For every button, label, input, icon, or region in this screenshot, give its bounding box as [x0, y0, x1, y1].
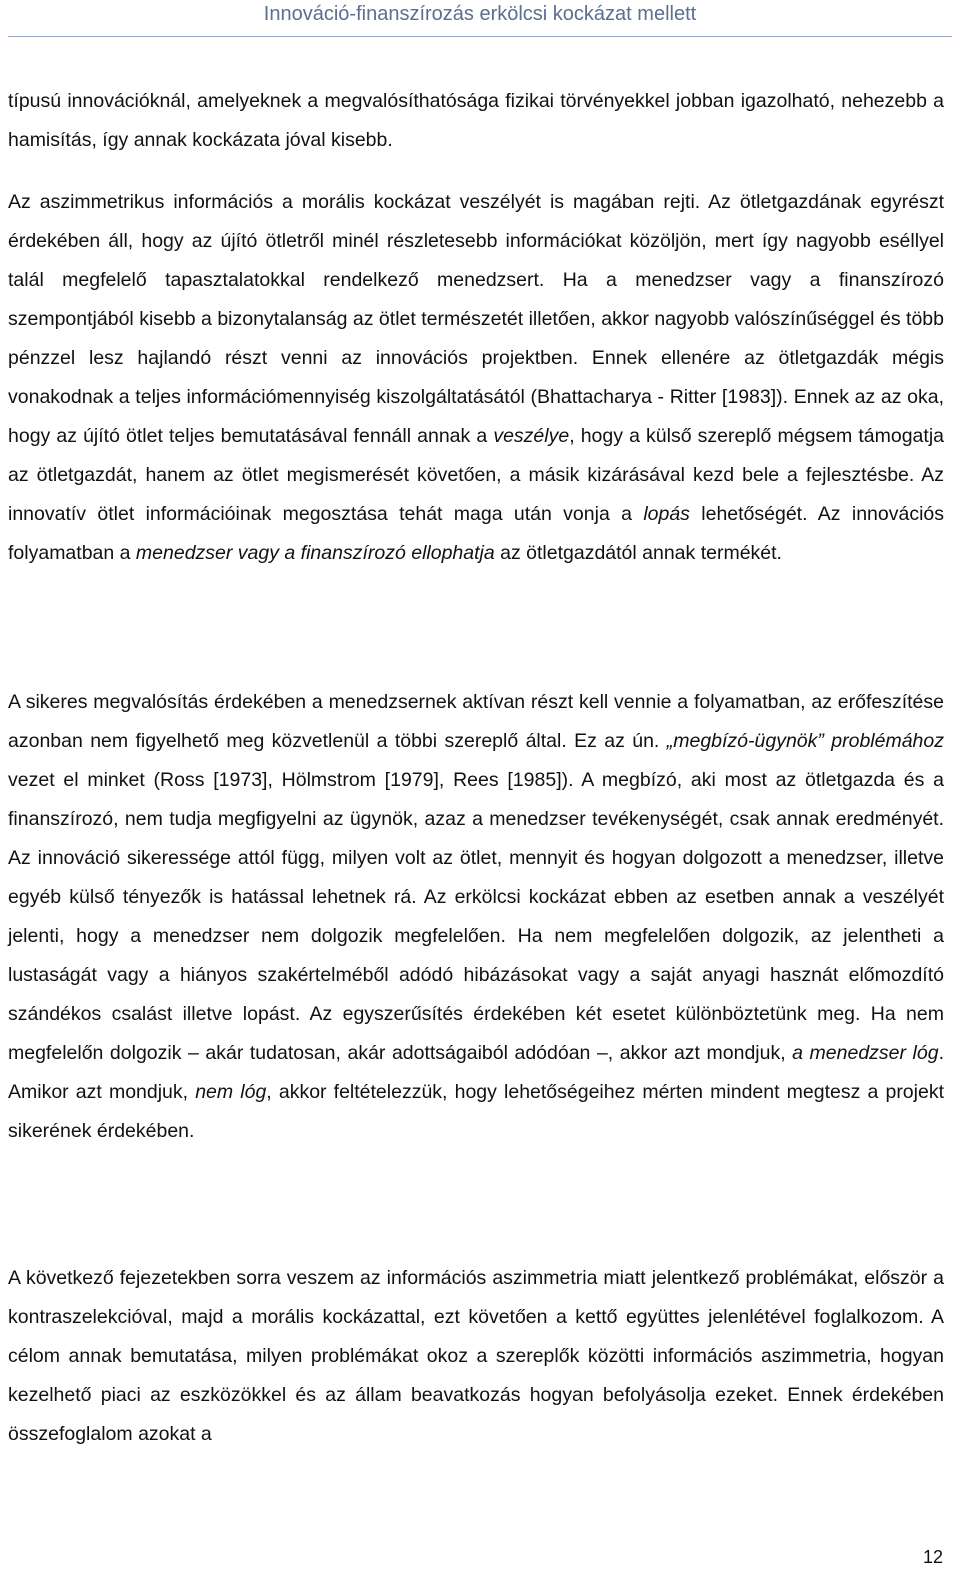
text-run: az ötletgazdától annak termékét. [494, 542, 782, 564]
text-run: . Amikor azt mondjuk, [8, 1042, 944, 1103]
text-run: lehetőségét. Az innovációs folyamatban a [8, 503, 944, 564]
body-paragraph-4 [8, 1259, 944, 1454]
italic-text-run: nem lóg [195, 1081, 267, 1103]
text-run: , akkor feltételezzük, hogy lehetőségeihez mérten mindent megtesz a projekt sikerének érdekében. [8, 1081, 944, 1142]
text-run: vezet el minket (Ross [1973], Hölmstrom [1979], Rees [1985]). A megbízó, aki most az ötletgazda és a finanszírozó, nem tudja megfigyelni az ügynök, azaz a menedzser tevékenységét, csak annak eredményét. Az innováció sikeressége attól függ, milyen volt az ötlet, mennyit és hogyan dolgozott a menedzser, illetve egyéb külső tényezők is hatással lehetnek rá. Az erkölcsi kockázat ebben az esetben annak a veszélyét jelenti, hogy a menedzser nem dolgozik megfelelően. Ha nem megfelelően dolgozik, az jelentheti a lustaságát vagy a hiányos szakértelméből adódó hibázásokat vagy a saját anyagi hasznát előmozdító szándékos csalást illetve lopást. Az egyszerűsítés érdekében két esetet különböztetünk meg. Ha nem megfelelőn dolgozik – akár tudatosan, akár adottságaiból adódóan –, akkor azt mondjuk, [8, 769, 944, 1064]
text-run: , hogy a külső szereplő mégsem támogatja az ötletgazdát, hanem az ötlet megismerését követően, a másik kizárásával kezd bele a fejlesztésbe. Az innovatív ötlet információinak megosztása tehát maga után vonja a [8, 425, 944, 525]
running-header-title: Innováció-finanszírozás erkölcsi kockázat mellett [263, 3, 697, 25]
text-run: típusú innovációknál, amelyeknek a megvalósíthatósága fizikai törvényekkel jobban igazolható, nehezebb a hamisítás, így annak kockázata jóval kisebb. [8, 90, 944, 151]
body-paragraph-3 [8, 683, 944, 1151]
italic-text-run: veszélye [493, 425, 570, 447]
text-run: Az aszimmetrikus információs a morális kockázat veszélyét is magában rejti. Az ötletgazdának egyrészt érdekében áll, hogy az újító ötletről minél részletesebb információkat közöljön, mert így nagyobb eséllyel talál megfelelő tapasztalatokkal rendelkező menedzsert. Ha a menedzser vagy a finanszírozó szempontjából kisebb a bizonytalanság az ötlet természetét illetően, akkor nagyobb valószínűséggel és több pénzzel lesz hajlandó részt venni az innovációs projektben. Ennek ellenére az ötletgazdák mégis vonakodnak a teljes információmennyiség kiszolgáltatásától (Bhattacharya - Ritter [1983]). Ennek az az oka, hogy az újító ötlet teljes bemutatásával fennáll annak a [8, 191, 944, 447]
body-paragraph-2 [8, 183, 944, 573]
italic-text-run: „megbízó-ügynök” problémához [666, 730, 944, 752]
header-divider [8, 36, 952, 37]
italic-text-run: lopás [643, 503, 690, 525]
body-paragraph-1 [8, 82, 944, 160]
italic-text-run: menedzser vagy a finanszírozó ellophatja [135, 542, 495, 564]
text-run: A következő fejezetekben sorra veszem az információs aszimmetria miatt jelentkező problémákat, először a kontraszelekcióval, majd a morális kockázattal, ezt követően a kettő együttes jelenlétével foglalkozom. A célom annak bemutatása, milyen problémákat okoz a szereplők közötti információs aszimmetria, hogyan kezelhető piaci az eszközökkel és az állam beavatkozás hogyan befolyásolja ezeket. Ennek érdekében összefoglalom azokat a [8, 1267, 944, 1445]
page-number: 12 [922, 1547, 943, 1567]
italic-text-run: a menedzser lóg [792, 1042, 939, 1064]
text-run: A sikeres megvalósítás érdekében a menedzsernek aktívan részt kell vennie a folyamatban, az erőfeszítése azonban nem figyelhető meg közvetlenül a többi szereplő által. Ez az ún. [8, 691, 944, 752]
